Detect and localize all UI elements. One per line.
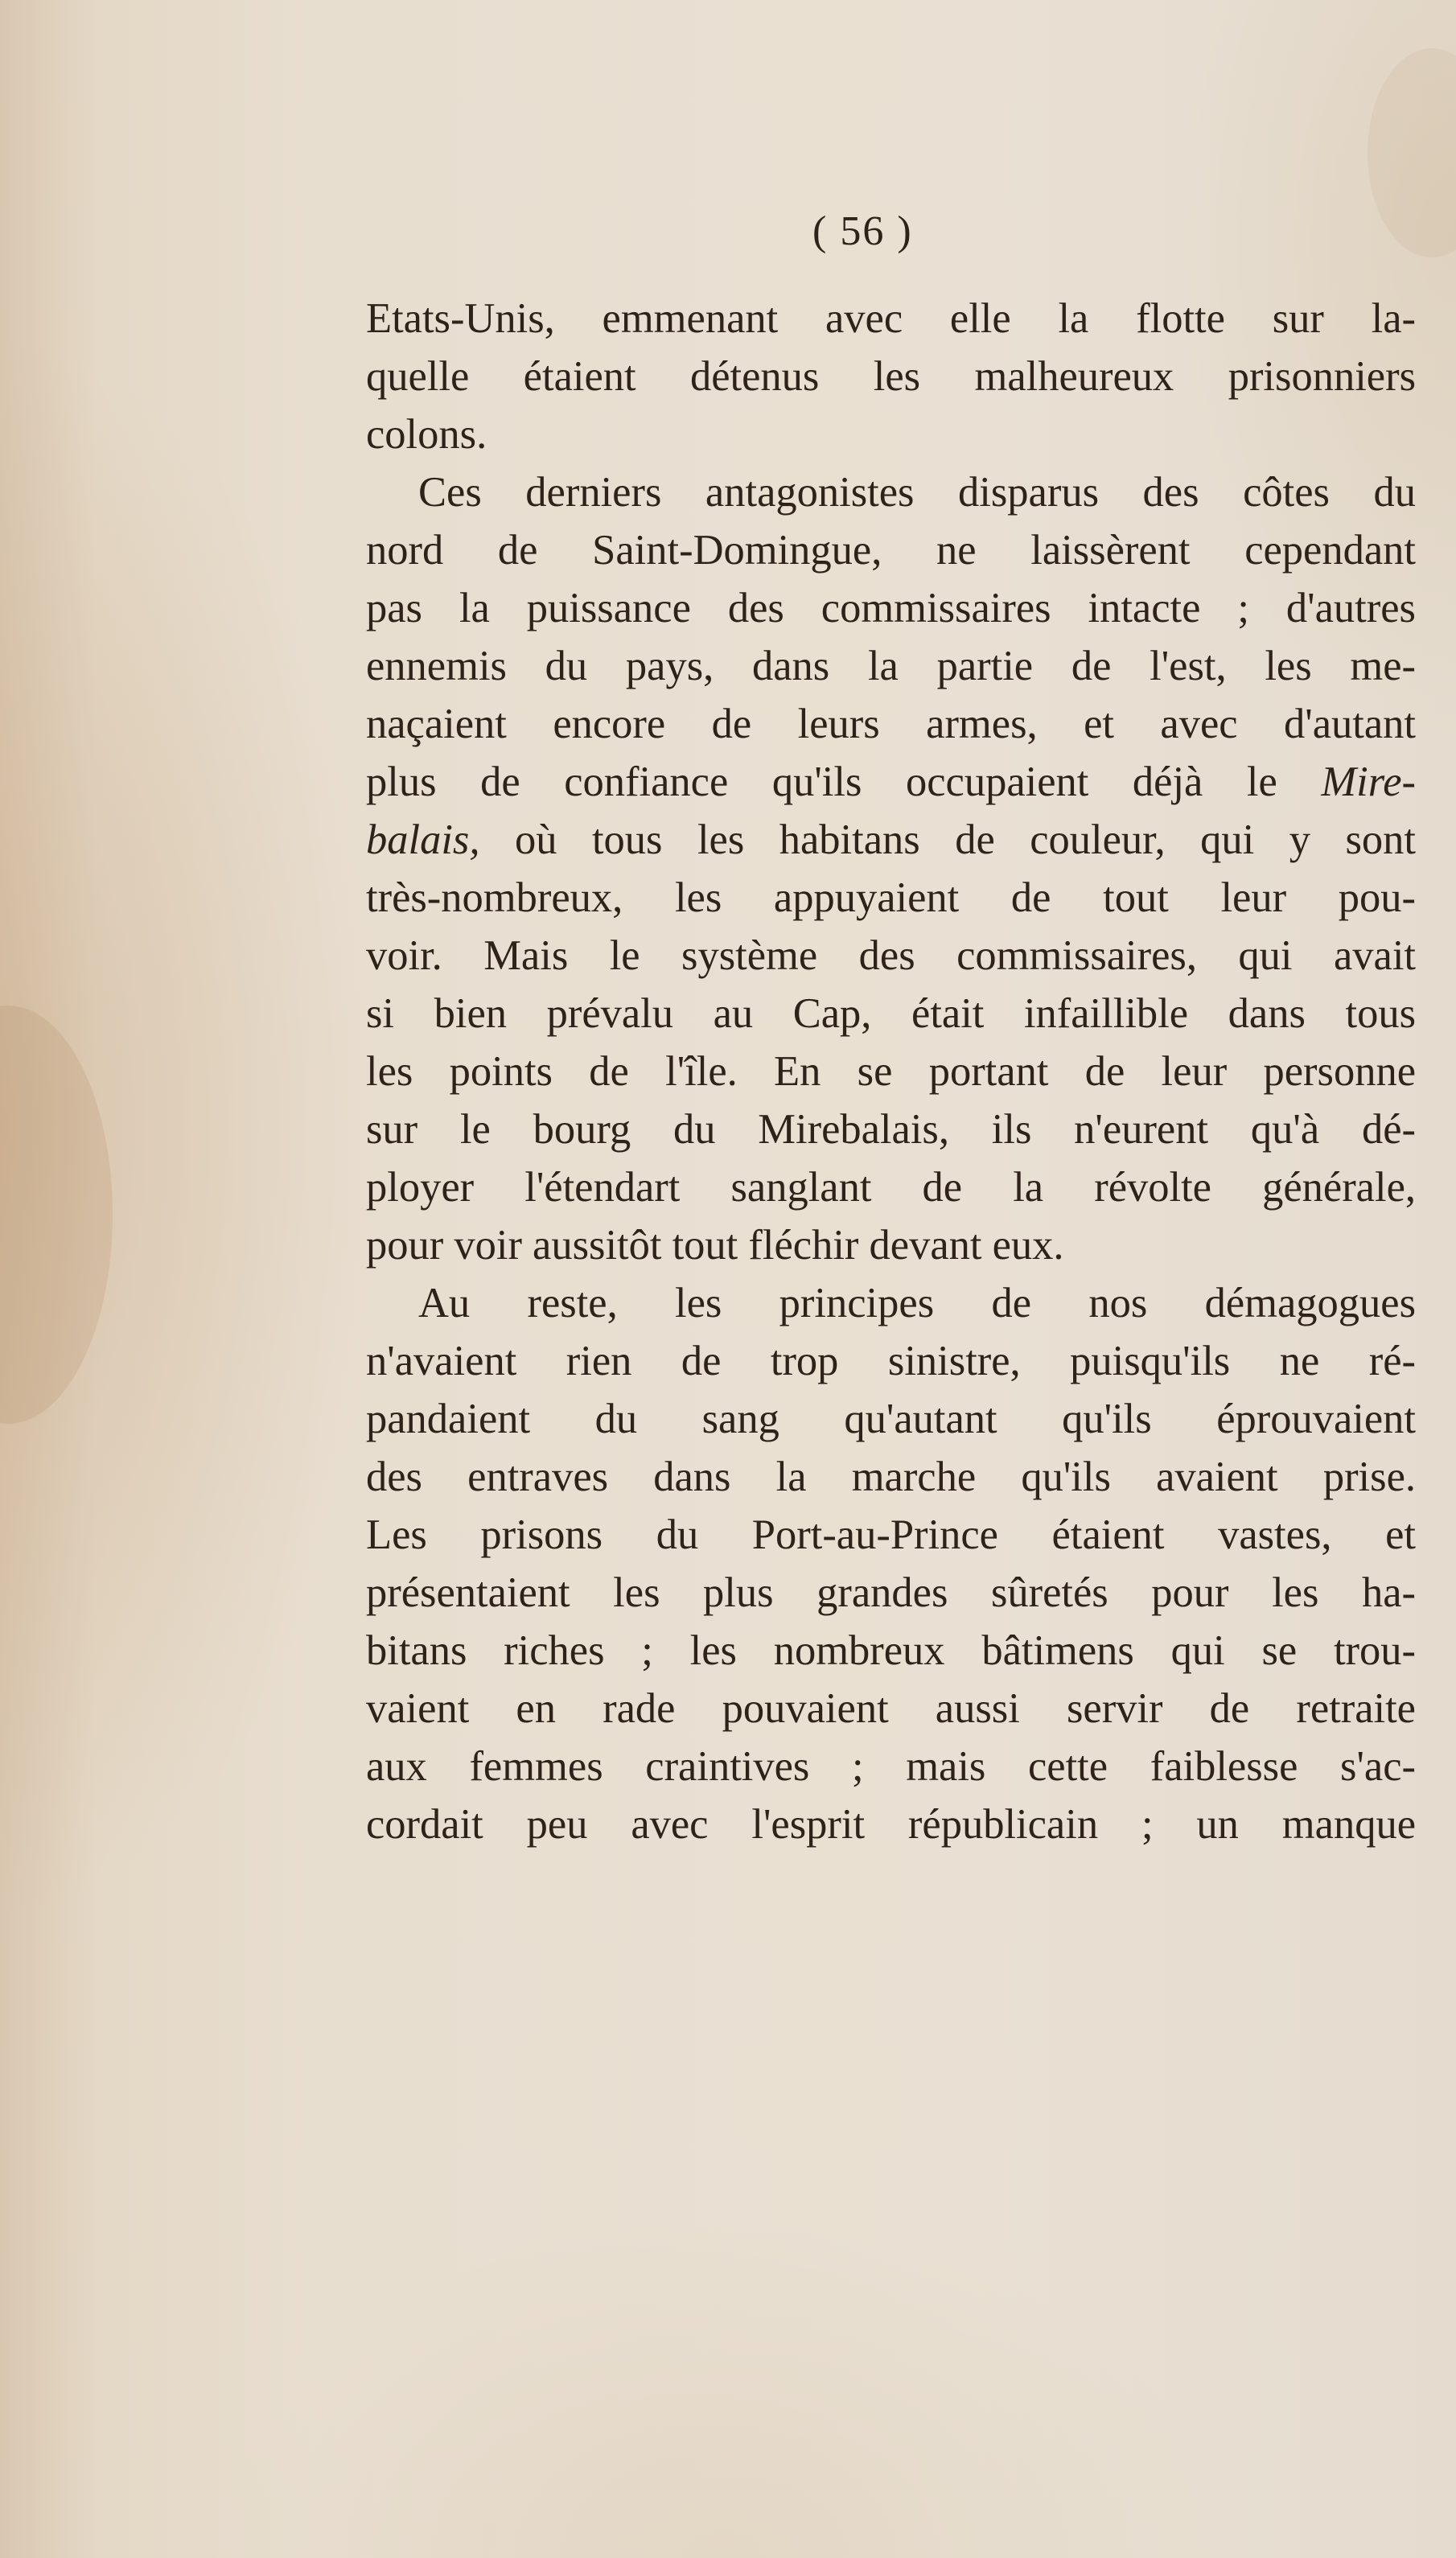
text-line: vaient en rade pouvaient aussi servir de retraite: [366, 1685, 1416, 1732]
italic-text: balais,: [366, 816, 480, 863]
text-line: quelle étaient détenus les malheureux prisonniers: [366, 353, 1416, 400]
text-line: les points de l'île. En se portant de leur personne: [366, 1048, 1416, 1095]
text-line: Ces derniers antagonistes disparus des côtes du: [418, 469, 1416, 516]
text-line: bitans riches ; les nombreux bâtimens qui se trou-: [366, 1627, 1416, 1674]
paper-stain: [1368, 48, 1456, 257]
text-line: Au reste, les principes de nos démagogues: [418, 1280, 1416, 1326]
paper-stain: [0, 1006, 113, 1424]
text-line: Etats-Unis, emmenant avec elle la flotte sur la-: [366, 295, 1416, 342]
text-line: [366, 811, 1416, 869]
text-line: ployer l'étendart sanglant de la révolte générale,: [366, 1164, 1416, 1211]
text-line: Les prisons du Port-au-Prince étaient vastes, et: [366, 1511, 1416, 1558]
text-line: cordait peu avec l'esprit républicain ; un manque: [366, 1801, 1416, 1848]
text-line: pour voir aussitôt tout fléchir devant eux.: [366, 1222, 1064, 1269]
text-line: présentaient les plus grandes sûretés pour les ha-: [366, 1569, 1416, 1616]
text-line: colons.: [366, 411, 487, 458]
text-line: très-nombreux, les appuyaient de tout leur pou-: [366, 874, 1416, 921]
text-line: aux femmes craintives ; mais cette faiblesse s'ac-: [366, 1743, 1416, 1790]
body-text: [366, 290, 1416, 1853]
text-line: nord de Saint-Domingue, ne laissèrent cependant: [366, 527, 1416, 574]
text-line: si bien prévalu au Cap, était infaillible dans tous: [366, 990, 1416, 1037]
text-line: naçaient encore de leurs armes, et avec d'autant: [366, 701, 1416, 747]
text-line: voir. Mais le système des commissaires, qui avait: [366, 932, 1416, 979]
text-segment: où tous les habitans de couleur, qui y sont: [479, 816, 1416, 863]
italic-text: Mire-: [1321, 759, 1416, 805]
text-line: pandaient du sang qu'autant qu'ils éprouvaient: [366, 1396, 1416, 1442]
text-line: pas la puissance des commissaires intacte ; d'autres: [366, 585, 1416, 631]
page-number: ( 56 ): [812, 208, 913, 254]
text-segment: plus de confiance qu'ils occupaient déjà le: [366, 759, 1322, 805]
text-line: [366, 753, 1416, 811]
text-line: des entraves dans la marche qu'ils avaient prise.: [366, 1454, 1416, 1500]
text-line: ennemis du pays, dans la partie de l'est, les me-: [366, 643, 1416, 689]
text-line: sur le bourg du Mirebalais, ils n'eurent qu'à dé-: [366, 1106, 1416, 1153]
text-line: n'avaient rien de trop sinistre, puisqu'ils ne ré-: [366, 1338, 1416, 1384]
